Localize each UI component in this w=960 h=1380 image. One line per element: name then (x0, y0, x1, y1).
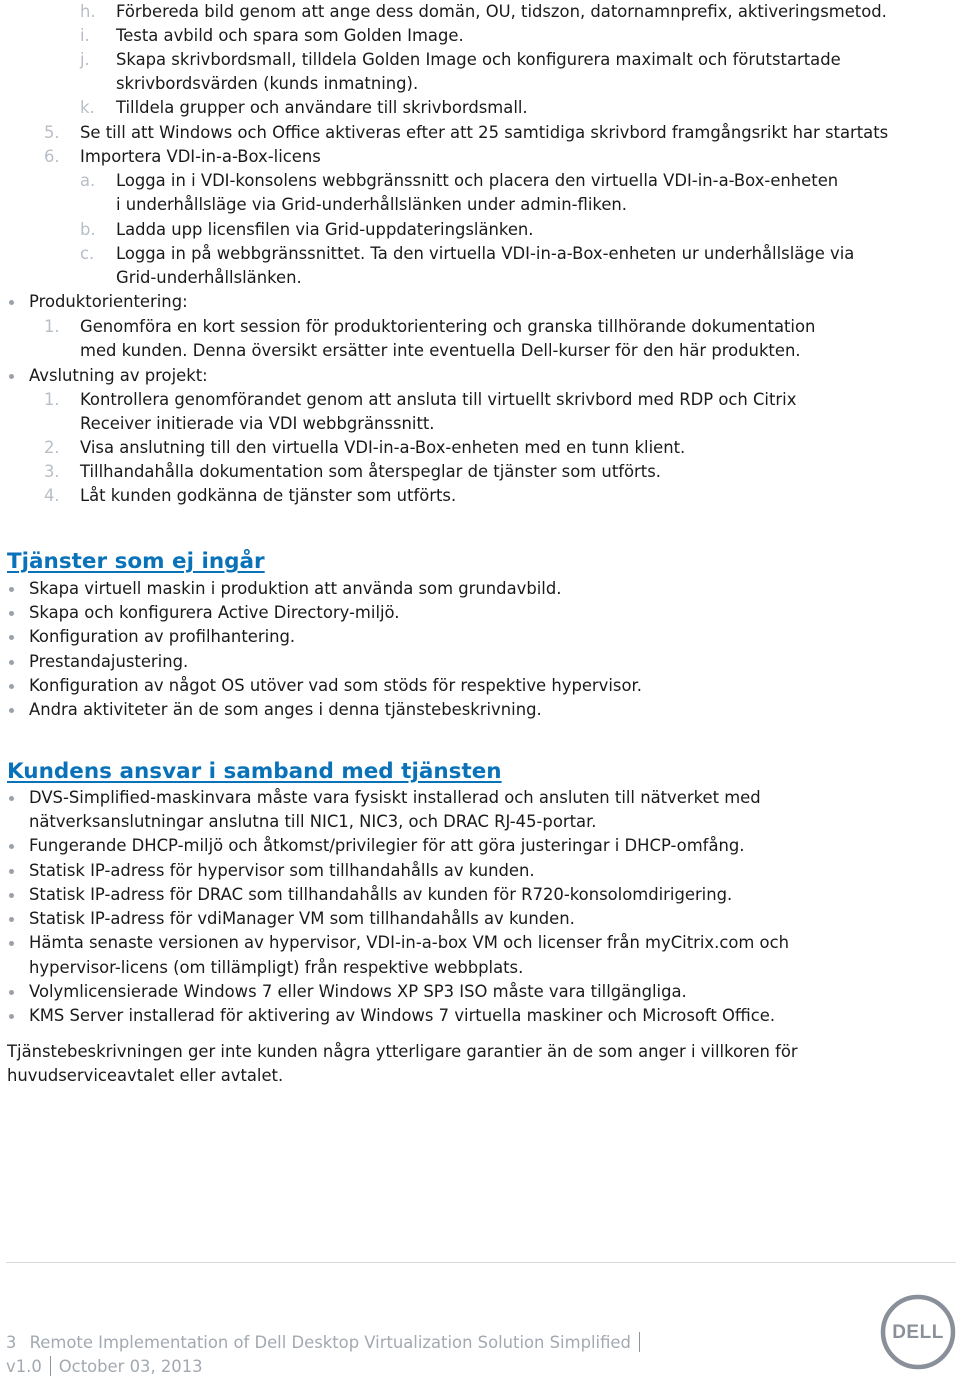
bullet-icon (9, 635, 14, 640)
list-item-text: Konfiguration av något OS utöver vad som stöds för respektive hypervisor. (29, 676, 642, 695)
list-item-text: Tilldela grupper och användare till skrivbordsmall. (116, 98, 528, 117)
bullet-icon (9, 300, 14, 305)
list-item-text: skrivbordsvärden (kunds inmatning). (116, 74, 419, 93)
bullet-icon (9, 893, 14, 898)
list-item-marker: h. (80, 2, 96, 21)
list-item-text: Konfiguration av profilhantering. (29, 627, 296, 646)
list-item-marker: 3. (44, 462, 60, 481)
list-item-text: Testa avbild och spara som Golden Image. (116, 26, 464, 45)
list-item-marker: c. (80, 244, 95, 263)
bullet-icon (9, 796, 14, 801)
dell-logo-icon (880, 1294, 956, 1370)
list-item-text: Grid-underhållslänken. (116, 268, 302, 287)
list-item-text: Andra aktiviteter än de som anges i denna tjänstebeskrivning. (29, 700, 542, 719)
list-item-text: Logga in på webbgränssnittet. Ta den virtuella VDI-in-a-Box-enheten ur underhållsläge via (116, 244, 855, 263)
list-item-text: Skapa och konfigurera Active Directory-miljö. (29, 603, 400, 622)
list-item-text: Skapa virtuell maskin i produktion att använda som grundavbild. (29, 579, 562, 598)
list-item-text: Statisk IP-adress för DRAC som tillhandahålls av kunden för R720-konsolomdirigering. (29, 885, 733, 904)
bullet-icon (9, 844, 14, 849)
list-item-marker: j. (80, 50, 90, 69)
list-item-text: Skapa skrivbordsmall, tilldela Golden Image och konfigurera maximalt och förutstartade (116, 50, 841, 69)
list-item-marker: i. (80, 26, 90, 45)
list-item-text: Statisk IP-adress för vdiManager VM som tillhandahålls av kunden. (29, 909, 575, 928)
list-item-text: Tillhandahålla dokumentation som återspeglar de tjänster som utförts. (80, 462, 661, 481)
bullet-icon (9, 869, 14, 874)
list-item-text: Kontrollera genomförandet genom att ansluta till virtuellt skrivbord med RDP och Citrix (80, 390, 797, 409)
list-item-text: Genomföra en kort session för produktorientering och granska tillhörande dokumentation (80, 317, 816, 336)
list-item-marker: 1. (44, 317, 60, 336)
list-item-marker: 1. (44, 390, 60, 409)
bullet-icon (9, 917, 14, 922)
list-item-text: DVS-Simplified-maskinvara måste vara fysiskt installerad och ansluten till nätverket med (29, 788, 761, 807)
list-item-marker: 5. (44, 123, 60, 142)
list-item-text: Volymlicensierade Windows 7 eller Windows XP SP3 ISO måste vara tillgängliga. (29, 982, 687, 1001)
list-item-text: Ladda upp licensfilen via Grid-uppdateringslänken. (116, 220, 534, 239)
bullet-icon (9, 684, 14, 689)
list-item-text: Förbereda bild genom att ange dess domän, OU, tidszon, datornamnprefix, aktiveringsmetod. (116, 2, 887, 21)
footer-separator (50, 1356, 51, 1376)
list-item-marker: 2. (44, 438, 60, 457)
dell-logo-text: DELL (892, 1322, 944, 1343)
list-item-text: med kunden. Denna översikt ersätter inte eventuella Dell-kurser för den här produkten. (80, 341, 801, 360)
list-item-text: Hämta senaste versionen av hypervisor, VDI-in-a-box VM och licenser från myCitrix.com och (29, 933, 789, 952)
section-label: Avslutning av projekt: (29, 366, 208, 385)
document-version: v1.0 (6, 1357, 42, 1376)
list-item-text: Se till att Windows och Office aktiveras efter att 25 samtidiga skrivbord framgångsrikt har startats (80, 123, 889, 142)
bullet-icon (9, 941, 14, 946)
footer-divider (6, 1262, 956, 1263)
list-item-text: Låt kunden godkänna de tjänster som utförts. (80, 486, 457, 505)
list-item-marker: k. (80, 98, 95, 117)
document-title: Remote Implementation of Dell Desktop Virtualization Solution Simplified (29, 1333, 631, 1352)
list-item-text: Prestandajustering. (29, 652, 189, 671)
list-item-marker: 6. (44, 147, 60, 166)
bullet-icon (9, 708, 14, 713)
list-item-text: nätverksanslutningar anslutna till NIC1, NIC3, och DRAC RJ-45-portar. (29, 812, 597, 831)
bullet-icon (9, 1014, 14, 1019)
document-date: October 03, 2013 (58, 1357, 203, 1376)
bullet-icon (9, 611, 14, 616)
list-item-text: Fungerande DHCP-miljö och åtkomst/privilegier för att göra justeringar i DHCP-omfång. (29, 836, 745, 855)
section-label: Produktorientering: (29, 292, 188, 311)
list-item-marker: a. (80, 171, 96, 190)
footer-line-2 (6, 1356, 203, 1376)
bullet-icon (9, 990, 14, 995)
list-item-text: Visa anslutning till den virtuella VDI-in-a-Box-enheten med en tunn klient. (80, 438, 686, 457)
list-item-text: Statisk IP-adress för hypervisor som tillhandahålls av kunden. (29, 861, 535, 880)
bullet-icon (9, 660, 14, 665)
section-heading-customer: Kundens ansvar i samband med tjänsten (7, 759, 502, 784)
list-item-text: Receiver initierade via VDI webbgränssnitt. (80, 414, 435, 433)
list-item-marker: b. (80, 220, 96, 239)
list-item-marker: 4. (44, 486, 60, 505)
bullet-icon (9, 374, 14, 379)
bullet-icon (9, 587, 14, 592)
section-heading-not-included: Tjänster som ej ingår (7, 549, 265, 574)
list-item-text: hypervisor-licens (om tillämpligt) från respektive webbplats. (29, 958, 524, 977)
list-item-text: KMS Server installerad för aktivering av Windows 7 virtuella maskiner och Microsoft Office. (29, 1006, 776, 1025)
list-item-text: Importera VDI-in-a-Box-licens (80, 147, 321, 166)
closing-paragraph-line: Tjänstebeskrivningen ger inte kunden några ytterligare garantier än de som anger i villkoren för (7, 1042, 798, 1061)
page-number: 3 (6, 1333, 17, 1352)
footer-separator (639, 1332, 640, 1352)
closing-paragraph-line: huvudserviceavtalet eller avtalet. (7, 1066, 284, 1085)
footer-line-1 (6, 1332, 648, 1352)
list-item-text: Logga in i VDI-konsolens webbgränssnitt och placera den virtuella VDI-in-a-Box-enheten (116, 171, 839, 190)
list-item-text: i underhållsläge via Grid-underhållslänken under admin-fliken. (116, 195, 627, 214)
